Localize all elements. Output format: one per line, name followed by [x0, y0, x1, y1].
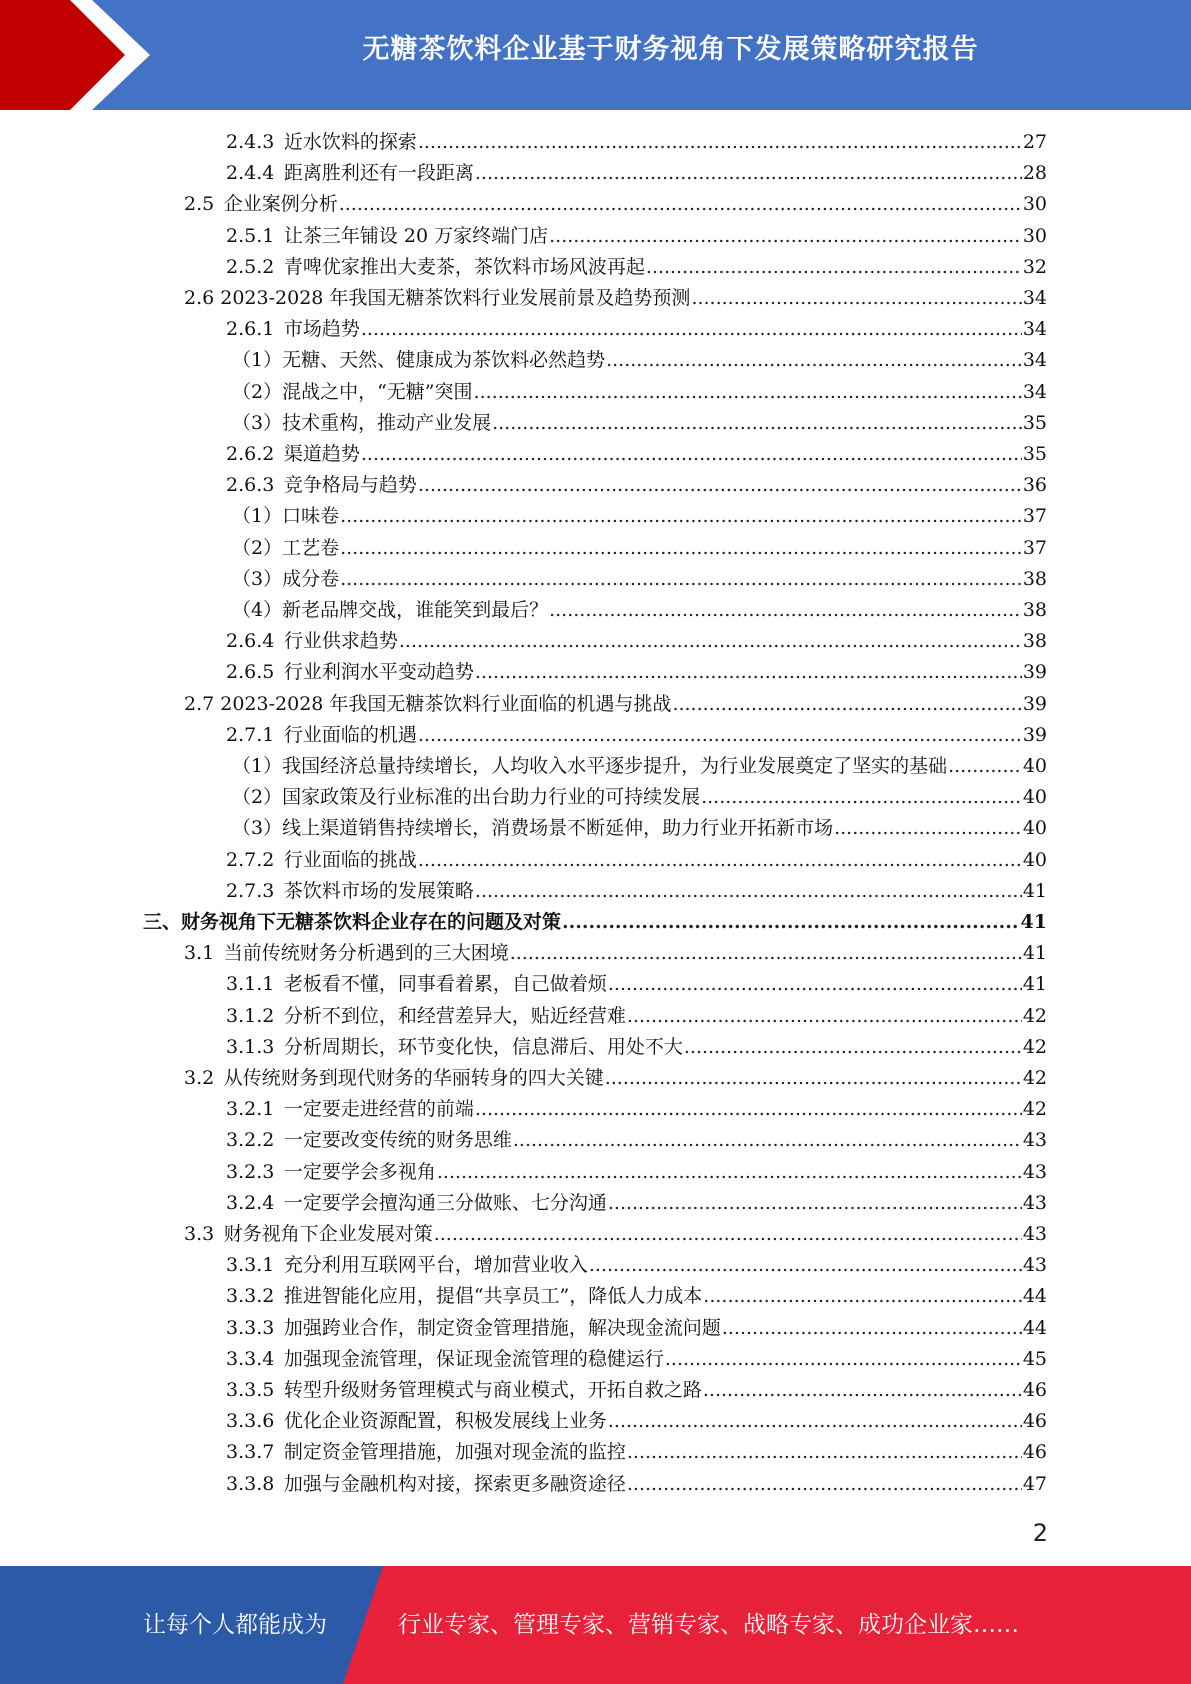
toc-page-number: 34 [1022, 349, 1047, 372]
toc-entry-title: 3.1.1 老板看不懂，同事看着累，自己做着烦 [226, 973, 607, 996]
toc-entry[interactable] [184, 689, 1047, 720]
toc-entry-title: 3.2.2 一定要改变传统的财务思维 [226, 1129, 512, 1152]
toc-leader-dots [627, 1469, 1022, 1500]
toc-page-number: 38 [1022, 630, 1047, 653]
toc-leader-dots [608, 1406, 1022, 1437]
toc-page-number: 35 [1022, 443, 1047, 465]
toc-entry[interactable] [226, 1437, 1047, 1468]
toc-entry-title: 2.6 2023-2028 年我国无糖茶饮料行业发展前景及趋势预测 [184, 287, 691, 309]
toc-entry[interactable] [226, 1344, 1047, 1375]
toc-entry-title: 2.5.1 让茶三年铺设 20 万家终端门店 [226, 224, 549, 247]
toc-page-number: 40 [1022, 817, 1047, 840]
toc-entry-title: 3.1.3 分析周期长，环节变化快，信息滞后、用处不大 [226, 1035, 683, 1058]
toc-leader-dots [437, 1157, 1022, 1188]
toc-page-number: 41 [1022, 942, 1047, 965]
toc-page-number: 46 [1022, 1410, 1047, 1433]
page-footer [0, 1566, 1191, 1684]
toc-leader-dots [722, 1313, 1022, 1344]
toc-entry-title: （4）新老品牌交战，谁能笑到最后？ [232, 599, 549, 621]
document-title: 无糖茶饮料企业基于财务视角下发展策略研究报告 [362, 34, 979, 65]
toc-page-number: 32 [1022, 255, 1047, 278]
toc-page-number: 39 [1022, 692, 1047, 715]
toc-page-number: 39 [1022, 723, 1047, 746]
toc-entry-title: （3）成分卷 [232, 567, 340, 590]
toc-entry-title: 3.2.4 一定要学会擅沟通三分做账、七分沟通 [226, 1191, 607, 1214]
toc-leader-dots [474, 377, 1022, 408]
toc-leader-dots [475, 158, 1022, 189]
toc-entry[interactable] [226, 1094, 1047, 1125]
toc-page-number: 37 [1022, 505, 1047, 528]
toc-page-number: 46 [1022, 1379, 1047, 1401]
toc-entry-title: 3.2 从传统财务到现代财务的华丽转身的四大关键 [184, 1067, 604, 1089]
toc-entry-title: 2.7 2023-2028 年我国无糖茶饮料行业面临的机遇与挑战 [184, 692, 672, 715]
toc-leader-dots [646, 252, 1022, 283]
toc-entry-title: （1）口味卷 [232, 505, 340, 528]
toc-leader-dots [340, 533, 1022, 564]
toc-entry[interactable] [226, 1281, 1047, 1312]
toc-entry-title: 2.6.1 市场趋势 [226, 318, 360, 341]
toc-entry[interactable] [232, 501, 1047, 532]
toc-entry-title: 2.7.1 行业面临的机遇 [226, 723, 417, 746]
page-header [0, 0, 1191, 110]
toc-entry-title: 2.4.4 距离胜利还有一段距离 [226, 162, 474, 185]
toc-entry-title: 2.5.2 青啤优家推出大麦茶，茶饮料市场风波再起 [226, 255, 645, 278]
toc-page-number: 43 [1022, 1223, 1047, 1245]
toc-page-number: 42 [1022, 1098, 1047, 1121]
toc-entry[interactable] [232, 564, 1047, 595]
toc-entry[interactable] [232, 377, 1047, 408]
toc-page-number: 36 [1022, 474, 1047, 497]
toc-entry[interactable] [226, 657, 1047, 688]
toc-entry[interactable] [226, 439, 1047, 470]
toc-leader-dots [606, 345, 1022, 376]
toc-leader-dots [703, 1281, 1022, 1312]
toc-entry-title: 3.3.5 转型升级财务管理模式与商业模式，开拓自救之路 [226, 1379, 702, 1401]
toc-entry[interactable] [226, 1313, 1047, 1344]
toc-entry[interactable] [232, 408, 1047, 439]
toc-entry-title: （2）工艺卷 [232, 536, 340, 559]
toc-entry-title: 2.5 企业案例分析 [184, 193, 338, 216]
toc-leader-dots [340, 564, 1022, 595]
toc-entry-title: 3.2.3 一定要学会多视角 [226, 1160, 436, 1183]
toc-leader-dots [834, 813, 1022, 844]
toc-entry[interactable] [226, 1001, 1047, 1032]
toc-leader-dots [434, 1219, 1022, 1250]
toc-entry[interactable] [232, 813, 1047, 844]
toc-entry[interactable] [232, 595, 1047, 626]
toc-leader-dots [549, 595, 1022, 626]
toc-leader-dots [665, 1344, 1022, 1375]
toc-entry[interactable] [226, 252, 1047, 283]
toc-leader-dots [589, 1250, 1022, 1281]
toc-leader-dots [549, 221, 1022, 252]
toc-page-number: 43 [1022, 1191, 1047, 1214]
toc-page-number: 34 [1022, 318, 1047, 341]
toc-page-number: 43 [1022, 1129, 1047, 1152]
page-number: 2 [1032, 1519, 1048, 1547]
toc-page-number: 38 [1022, 567, 1047, 590]
toc-leader-dots [339, 189, 1022, 220]
toc-entry[interactable] [184, 1063, 1047, 1094]
toc-entry[interactable] [226, 1469, 1047, 1500]
toc-leader-dots [340, 501, 1022, 532]
toc-page-number: 41 [1022, 879, 1047, 902]
toc-entry-title: 3.3.4 加强现金流管理，保证现金流管理的稳健运行 [226, 1347, 664, 1370]
header-arrow-graphic [0, 0, 150, 110]
toc-page-number: 27 [1022, 131, 1047, 153]
toc-leader-dots [492, 408, 1022, 439]
toc-entry-title: 3.3.8 加强与金融机构对接，探索更多融资途径 [226, 1472, 626, 1495]
toc-leader-dots [701, 782, 1022, 813]
toc-page-number: 43 [1022, 1160, 1047, 1183]
toc-leader-dots [361, 439, 1022, 470]
toc-entry-title: 2.4.3 近水饮料的探索 [226, 131, 417, 153]
toc-leader-dots [513, 1125, 1022, 1156]
toc-entry[interactable] [232, 751, 1047, 782]
toc-entry[interactable] [226, 470, 1047, 501]
toc-page-number: 39 [1022, 661, 1047, 684]
toc-leader-dots [475, 657, 1022, 688]
footer-slogan-left: 让每个人都能成为 [143, 1612, 327, 1638]
toc-entry[interactable] [226, 1406, 1047, 1437]
toc-entry[interactable] [226, 1188, 1047, 1219]
toc-page-number: 43 [1022, 1254, 1047, 1277]
toc-page-number: 42 [1022, 1004, 1047, 1027]
toc-leader-dots [418, 720, 1022, 751]
toc-entry-title: 三、财务视角下无糖茶饮料企业存在的问题及对策 [143, 911, 562, 933]
toc-page-number: 47 [1022, 1472, 1047, 1495]
toc-entry[interactable] [226, 969, 1047, 1000]
toc-entry[interactable] [184, 938, 1047, 969]
toc-entry-title: （3）技术重构，推动产业发展 [232, 411, 492, 434]
toc-leader-dots [418, 845, 1022, 876]
toc-page-number: 37 [1022, 536, 1047, 559]
toc-entry-title: 3.3.2 推进智能化应用，提倡“共享员工”，降低人力成本 [226, 1285, 703, 1308]
toc-leader-dots [399, 626, 1022, 657]
toc-page-number: 34 [1022, 287, 1047, 309]
toc-leader-dots [475, 1094, 1022, 1125]
toc-leader-dots [418, 127, 1022, 158]
toc-leader-dots [608, 969, 1022, 1000]
toc-page-number: 28 [1022, 162, 1047, 185]
toc-entry-title: （2）国家政策及行业标准的出台助力行业的可持续发展 [232, 786, 701, 809]
toc-entry[interactable] [226, 626, 1047, 657]
toc-entry-title: 3.3.7 制定资金管理措施，加强对现金流的监控 [226, 1441, 626, 1464]
toc-entry[interactable] [226, 314, 1047, 345]
toc-leader-dots [948, 751, 1022, 782]
toc-entry-title: （2）混战之中，“无糖”突围 [232, 380, 473, 403]
toc-entry[interactable] [232, 533, 1047, 564]
toc-entry-title: 3.3 财务视角下企业发展对策 [184, 1223, 433, 1245]
toc-entry-title: 2.6.4 行业供求趋势 [226, 630, 398, 653]
toc-entry-title: （1）我国经济总量持续增长，人均收入水平逐步提升，为行业发展奠定了坚实的基础 [232, 755, 948, 777]
toc-page-number: 38 [1022, 599, 1047, 621]
toc-page-number: 34 [1022, 380, 1047, 403]
toc-page-number: 44 [1022, 1316, 1047, 1339]
toc-entry[interactable] [143, 907, 1047, 938]
toc-entry-title: 3.1.2 分析不到位，和经营差异大，贴近经营难 [226, 1004, 626, 1027]
toc-entry[interactable] [226, 1157, 1047, 1188]
toc-page-number: 44 [1022, 1285, 1047, 1308]
toc-leader-dots [562, 907, 1020, 938]
toc-page-number: 40 [1022, 755, 1047, 777]
toc-entry[interactable] [226, 221, 1047, 252]
toc-entry-title: 2.6.5 行业利润水平变动趋势 [226, 661, 474, 684]
toc-leader-dots [627, 1001, 1022, 1032]
toc-entry-title: 2.6.3 竞争格局与趋势 [226, 474, 417, 497]
toc-leader-dots [510, 938, 1022, 969]
toc-entry[interactable] [184, 283, 1047, 314]
toc-leader-dots [684, 1032, 1022, 1063]
toc-entry[interactable] [184, 189, 1047, 220]
toc-leader-dots [703, 1375, 1022, 1406]
toc-page-number: 40 [1022, 848, 1047, 871]
toc-page-number: 41 [1022, 973, 1047, 996]
toc-leader-dots [361, 314, 1022, 345]
toc-entry-title: 3.3.1 充分利用互联网平台，增加营业收入 [226, 1254, 588, 1277]
toc-page-number: 45 [1022, 1347, 1047, 1370]
toc-leader-dots [627, 1437, 1022, 1468]
toc-entry[interactable] [226, 1125, 1047, 1156]
toc-entry-title: 3.3.3 加强跨业合作，制定资金管理措施，解决现金流问题 [226, 1316, 721, 1339]
toc-page-number: 40 [1022, 786, 1047, 809]
toc-entry-title: 2.6.2 渠道趋势 [226, 443, 360, 465]
toc-entry[interactable] [184, 1219, 1047, 1250]
toc-leader-dots [605, 1063, 1022, 1094]
toc-entry[interactable] [226, 1375, 1047, 1406]
toc-leader-dots [691, 283, 1021, 314]
toc-page-number: 46 [1022, 1441, 1047, 1464]
footer-slogan-right: 行业专家、管理专家、营销专家、战略专家、成功企业家…… [398, 1612, 1019, 1638]
toc-entry-title: 2.7.2 行业面临的挑战 [226, 848, 417, 871]
toc-leader-dots [475, 876, 1022, 907]
toc-leader-dots [418, 470, 1022, 501]
toc-entry[interactable] [226, 1032, 1047, 1063]
toc-leader-dots [672, 689, 1021, 720]
toc-entry[interactable] [232, 345, 1047, 376]
toc-leader-dots [608, 1188, 1022, 1219]
toc-entry-title: 3.2.1 一定要走进经营的前端 [226, 1098, 474, 1121]
toc-entry-title: 2.7.3 茶饮料市场的发展策略 [226, 879, 474, 902]
toc-entry[interactable] [226, 158, 1047, 189]
toc-page-number: 35 [1022, 411, 1047, 434]
toc-entry[interactable] [232, 782, 1047, 813]
toc-entry-title: 3.3.6 优化企业资源配置，积极发展线上业务 [226, 1410, 607, 1433]
toc-page-number: 41 [1020, 911, 1047, 933]
toc-entry[interactable] [226, 845, 1047, 876]
toc-entry[interactable] [226, 1250, 1047, 1281]
toc-entry-title: （1）无糖、天然、健康成为茶饮料必然趋势 [232, 349, 606, 372]
toc-page-number: 42 [1022, 1067, 1047, 1089]
toc-entry[interactable] [226, 720, 1047, 751]
toc-entry[interactable] [226, 876, 1047, 907]
toc-entry-title: （3）线上渠道销售持续增长，消费场景不断延伸，助力行业开拓新市场 [232, 817, 834, 840]
toc-page-number: 30 [1022, 193, 1047, 216]
toc-page-number: 42 [1022, 1035, 1047, 1058]
toc-page-number: 30 [1022, 224, 1047, 247]
toc-entry[interactable] [226, 127, 1047, 158]
toc-entry-title: 3.1 当前传统财务分析遇到的三大困境 [184, 942, 509, 965]
